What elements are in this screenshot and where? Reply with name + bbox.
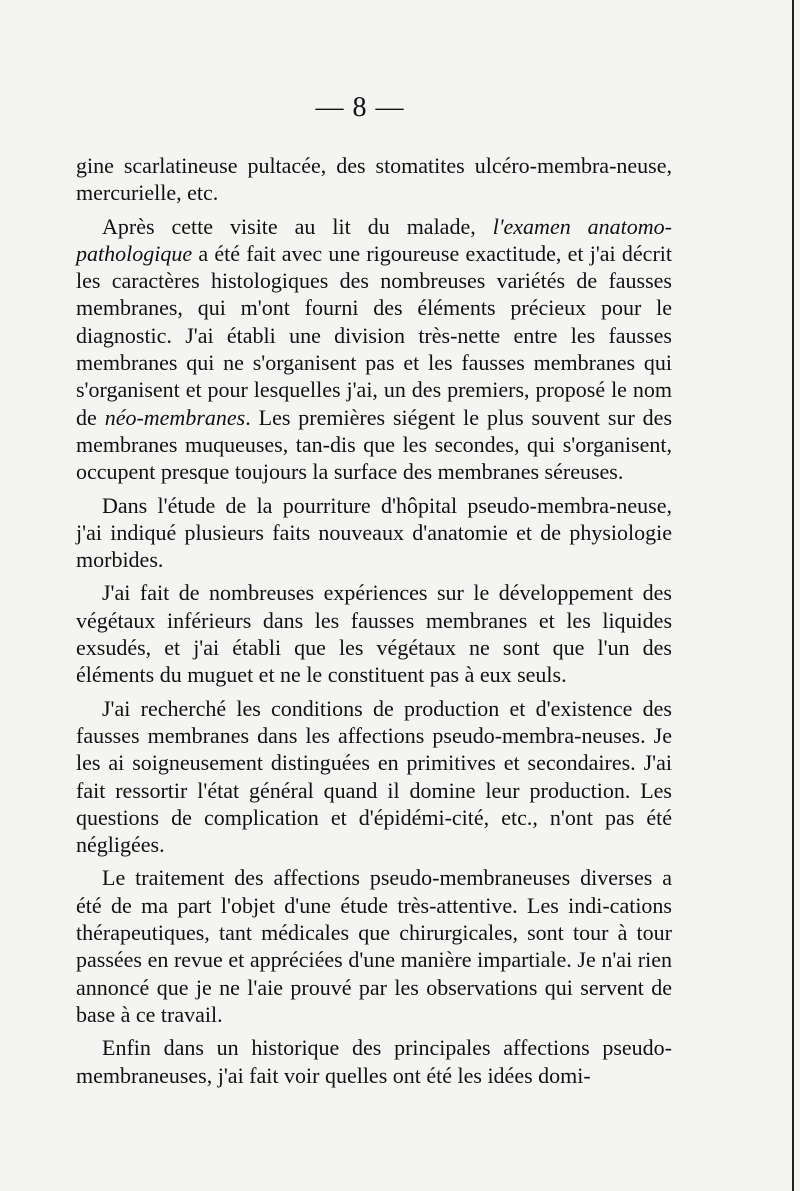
italic-term: néo-membranes [104, 404, 246, 430]
paragraph [76, 213, 672, 486]
paragraph [76, 1034, 672, 1089]
text-run: J'ai fait de nombreuses expériences sur le développement des végétaux inférieurs dans les fausses membranes et les liquides exsudés, et j'ai établi que les végétaux ne sont que l'un des éléments du muguet et ne le constituent pas à eux seuls. [76, 580, 672, 688]
text-run: gine scarlatineuse pultacée, des stomatites ulcéro-membra-neuse, mercurielle, etc. [76, 153, 672, 206]
page-number: — 8 — [315, 92, 405, 123]
text-run: J'ai recherché les conditions de production et d'existence des fausses membranes dans les affections pseudo-membra-neuses. Je les ai soigneusement distinguées en primitives et secondaires. J'ai fait ressortir l'état général quand il domine leur production. Les questions de complication et d'épidémi-cité, etc., n'ont pas été négligées. [76, 695, 672, 858]
paragraph [76, 492, 672, 574]
page-edge-line [792, 0, 794, 1191]
paragraph [76, 864, 672, 1028]
text-run: Après cette visite au lit du malade, [102, 213, 493, 239]
paragraph [76, 695, 672, 859]
text-run: Enfin dans un historique des principales affections pseudo-membraneuses, j'ai fait voir quelles ont été les idées domi- [76, 1035, 672, 1088]
text-run: Le traitement des affections pseudo-membraneuses diverses a été de ma part l'objet d'une étude très-attentive. Les indi-cations thérapeutiques, tant médicales que chirurgicales, sont tour à tour passées en revue et appréciées d'une manière impartiale. Je n'ai rien annoncé que je ne l'aie prouvé par les observations qui servent de base à ce travail. [76, 865, 672, 1027]
paragraph [76, 579, 672, 688]
text-run: Dans l'étude de la pourriture d'hôpital pseudo-membra-neuse, j'ai indiqué plusieurs faits nouveaux d'anatomie et de physiologie morbides. [76, 492, 672, 573]
italic-term: l'examen anatomo-pathologique [76, 213, 673, 266]
text-run: . Les premières siégent le plus souvent sur des membranes muqueuses, tan-dis que les secondes, qui s'organisent, occupent presque toujours la surface des membranes séreuses. [76, 404, 673, 485]
text-run: a été fait avec une rigoureuse exactitude, et j'ai décrit les caractères histologiques des nombreuses variétés de fausses membranes, qui m'ont fourni des éléments précieux pour le diagnostic. J'ai établi une division très-nette entre les fausses membranes qui ne s'organisent pas et les fausses membranes qui s'organisent et pour lesquelles j'ai, un des premiers, proposé le nom de [76, 240, 672, 430]
paragraph [76, 152, 672, 207]
body-text [76, 152, 672, 1089]
